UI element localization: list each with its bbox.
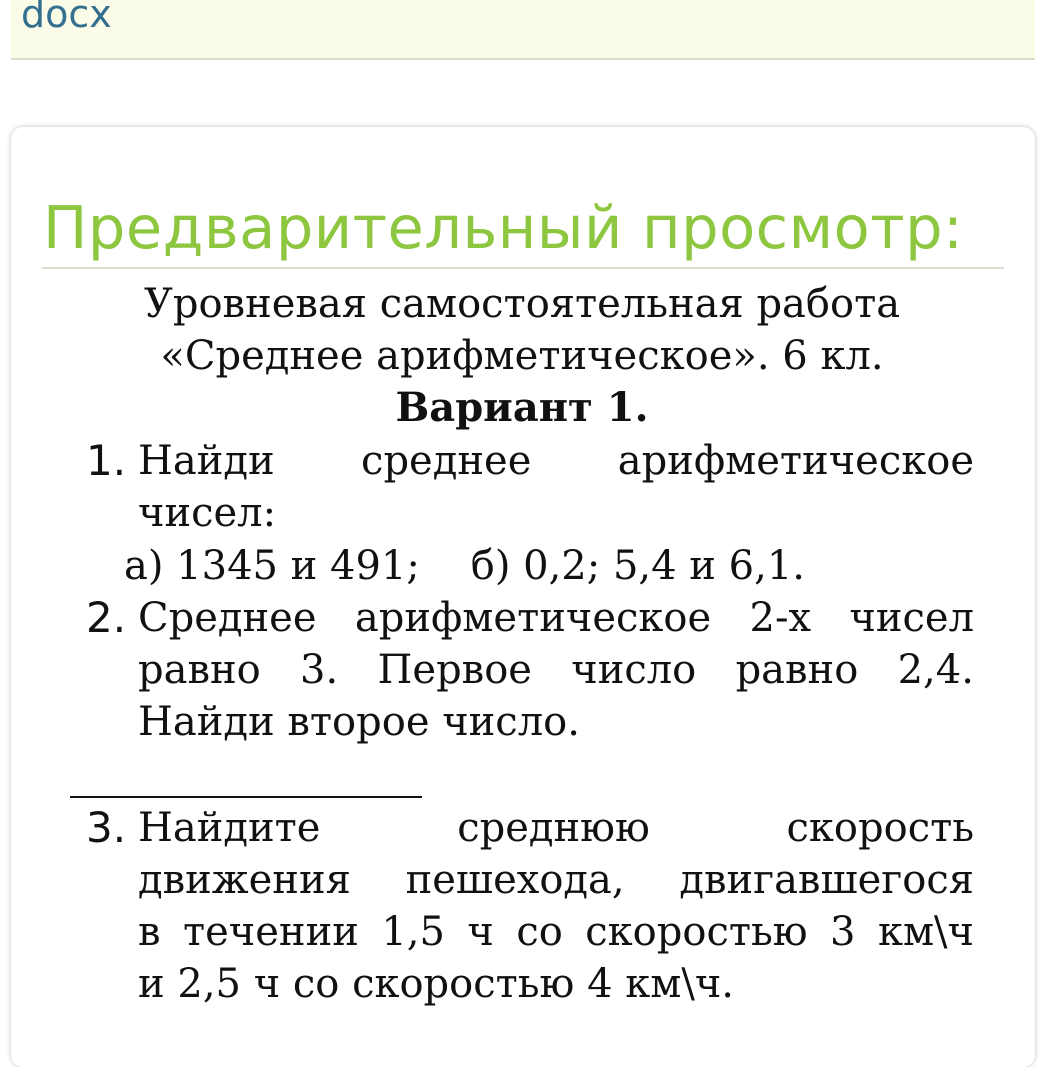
file-type-bar (11, 0, 1035, 60)
word: равно (735, 647, 859, 693)
horizontal-rule (70, 796, 422, 798)
task-1-subitems: а) 1345 и 491; б) 0,2; 5,4 и 6,1. (124, 543, 805, 589)
word: в (138, 909, 161, 955)
word: двигавшегося (679, 857, 974, 903)
task-2-line3: Найди второе число. (138, 699, 580, 745)
word: движения (138, 857, 351, 903)
word: 2-х (749, 595, 812, 641)
word: 2,4. (897, 647, 974, 693)
task-2-text (138, 592, 974, 748)
word: ч (467, 909, 494, 955)
task-3-line1 (138, 802, 974, 854)
word: 1,5 (381, 909, 445, 955)
item-number: 2. (86, 593, 127, 642)
task-1-line2: чисел: (138, 490, 277, 536)
word: число (571, 647, 697, 693)
task-3-line2 (138, 854, 974, 906)
word: км\ч (877, 909, 974, 955)
word: среднее (361, 438, 532, 484)
item-number: 1. (86, 436, 127, 485)
preview-divider (42, 267, 1004, 269)
word: арифметическое (354, 595, 712, 641)
word: Первое (377, 647, 532, 693)
word: среднюю (457, 805, 650, 851)
task-3-line4: и 2,5 ч со скоростью 4 км\ч. (138, 961, 734, 1007)
item-number: 3. (86, 803, 127, 852)
word: Найди (138, 438, 275, 484)
task-3-line3 (138, 906, 974, 958)
task-1-text (138, 435, 974, 539)
word: равно (138, 647, 261, 693)
word: скорость (786, 805, 974, 851)
task-2-line1 (138, 592, 974, 644)
word: арифметическое (617, 438, 974, 484)
word: Среднее (138, 595, 317, 641)
doc-heading-line2: «Среднее арифметическое». 6 кл. (160, 333, 884, 379)
word: скоростью (585, 909, 808, 955)
task-1-line1 (138, 435, 974, 487)
task-3-text (138, 802, 974, 1010)
word: течении (182, 909, 359, 955)
file-extension-label: docx (21, 0, 112, 36)
word: Найдите (138, 805, 321, 851)
word: 3 (830, 909, 856, 955)
preview-title: Предварительный просмотр: (43, 193, 964, 262)
doc-heading-line1: Уровневая самостоятельная работа (143, 281, 901, 327)
word: чисел (849, 595, 974, 641)
word: пешехода, (405, 857, 625, 903)
task-2-line2 (138, 644, 974, 696)
variant-heading: Вариант 1. (395, 384, 649, 431)
word: со (516, 909, 563, 955)
word: 3. (300, 647, 339, 693)
